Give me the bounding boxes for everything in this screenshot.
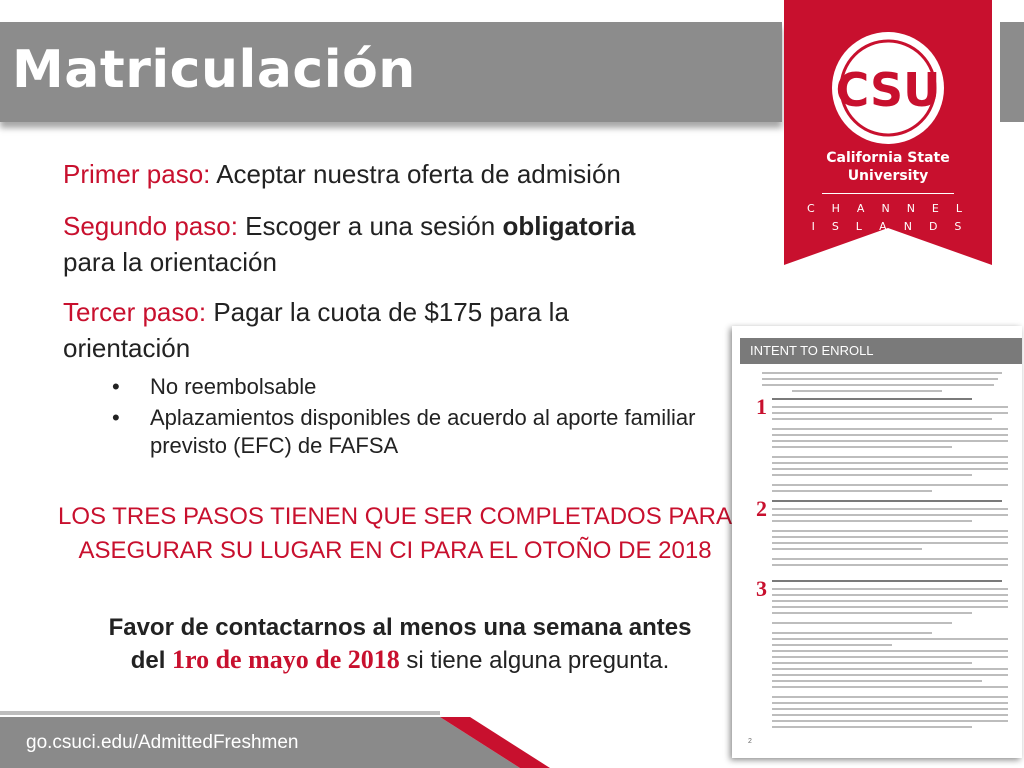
contact-suffix: si tiene alguna pregunta. xyxy=(399,647,670,674)
contact-message xyxy=(40,612,760,677)
document-page-number: 2 xyxy=(748,738,752,745)
bullet-item: • Aplazamientos disponibles de acuerdo al aporte familiar previsto (EFC) de FAFSA xyxy=(110,404,730,460)
step-three-text-cont: orientación xyxy=(63,333,191,363)
deadline-date: 1ro de mayo de 2018 xyxy=(172,645,400,674)
step-two-label: Segundo paso: xyxy=(63,211,238,241)
step-one-text: Aceptar nuestra oferta de admisión xyxy=(216,159,621,189)
banner-campus-line2: ISLANDS xyxy=(811,220,979,233)
document-step-number: 2 xyxy=(756,496,767,521)
banner-campus-line1: CHANNEL xyxy=(806,202,979,215)
contact-line1: Favor de contactarnos al menos una semana antes xyxy=(108,614,692,641)
document-step-number: 1 xyxy=(756,394,767,419)
banner-name-line2: University xyxy=(847,168,929,184)
banner-divider xyxy=(822,193,954,194)
intent-to-enroll-document xyxy=(732,326,1022,758)
step-one-label: Primer paso: xyxy=(63,159,211,189)
step-two-bold: obligatoria xyxy=(502,211,636,241)
csu-banner xyxy=(784,0,992,265)
step-two-text: Escoger a una sesión xyxy=(245,211,503,241)
step-three-label: Tercer paso: xyxy=(63,297,207,327)
csu-logo-text: CSU xyxy=(835,63,941,117)
bullet-item: • No reembolsable xyxy=(110,373,730,401)
slide-title: Matriculación xyxy=(12,40,416,100)
admitted-freshmen-link[interactable]: go.csuci.edu/AdmittedFreshmen xyxy=(26,732,299,753)
banner-name-line1: California State xyxy=(826,150,950,166)
step-three xyxy=(63,294,763,366)
step-two xyxy=(63,208,763,280)
title-bar-extension xyxy=(1000,22,1024,122)
step-one xyxy=(63,156,621,192)
document-step-number: 3 xyxy=(756,576,767,601)
contact-prefix: del xyxy=(130,647,173,674)
step-three-bullets xyxy=(110,373,730,463)
document-header-title: INTENT TO ENROLL xyxy=(750,343,874,358)
step-three-text: Pagar la cuota de $175 para la xyxy=(213,297,569,327)
step-two-text-cont: para la orientación xyxy=(63,247,277,277)
warning-message: LOS TRES PASOS TIENEN QUE SER COMPLETADOS PARA ASEGURAR SU LUGAR EN CI PARA EL OTOÑO DE 2018 xyxy=(58,503,732,564)
